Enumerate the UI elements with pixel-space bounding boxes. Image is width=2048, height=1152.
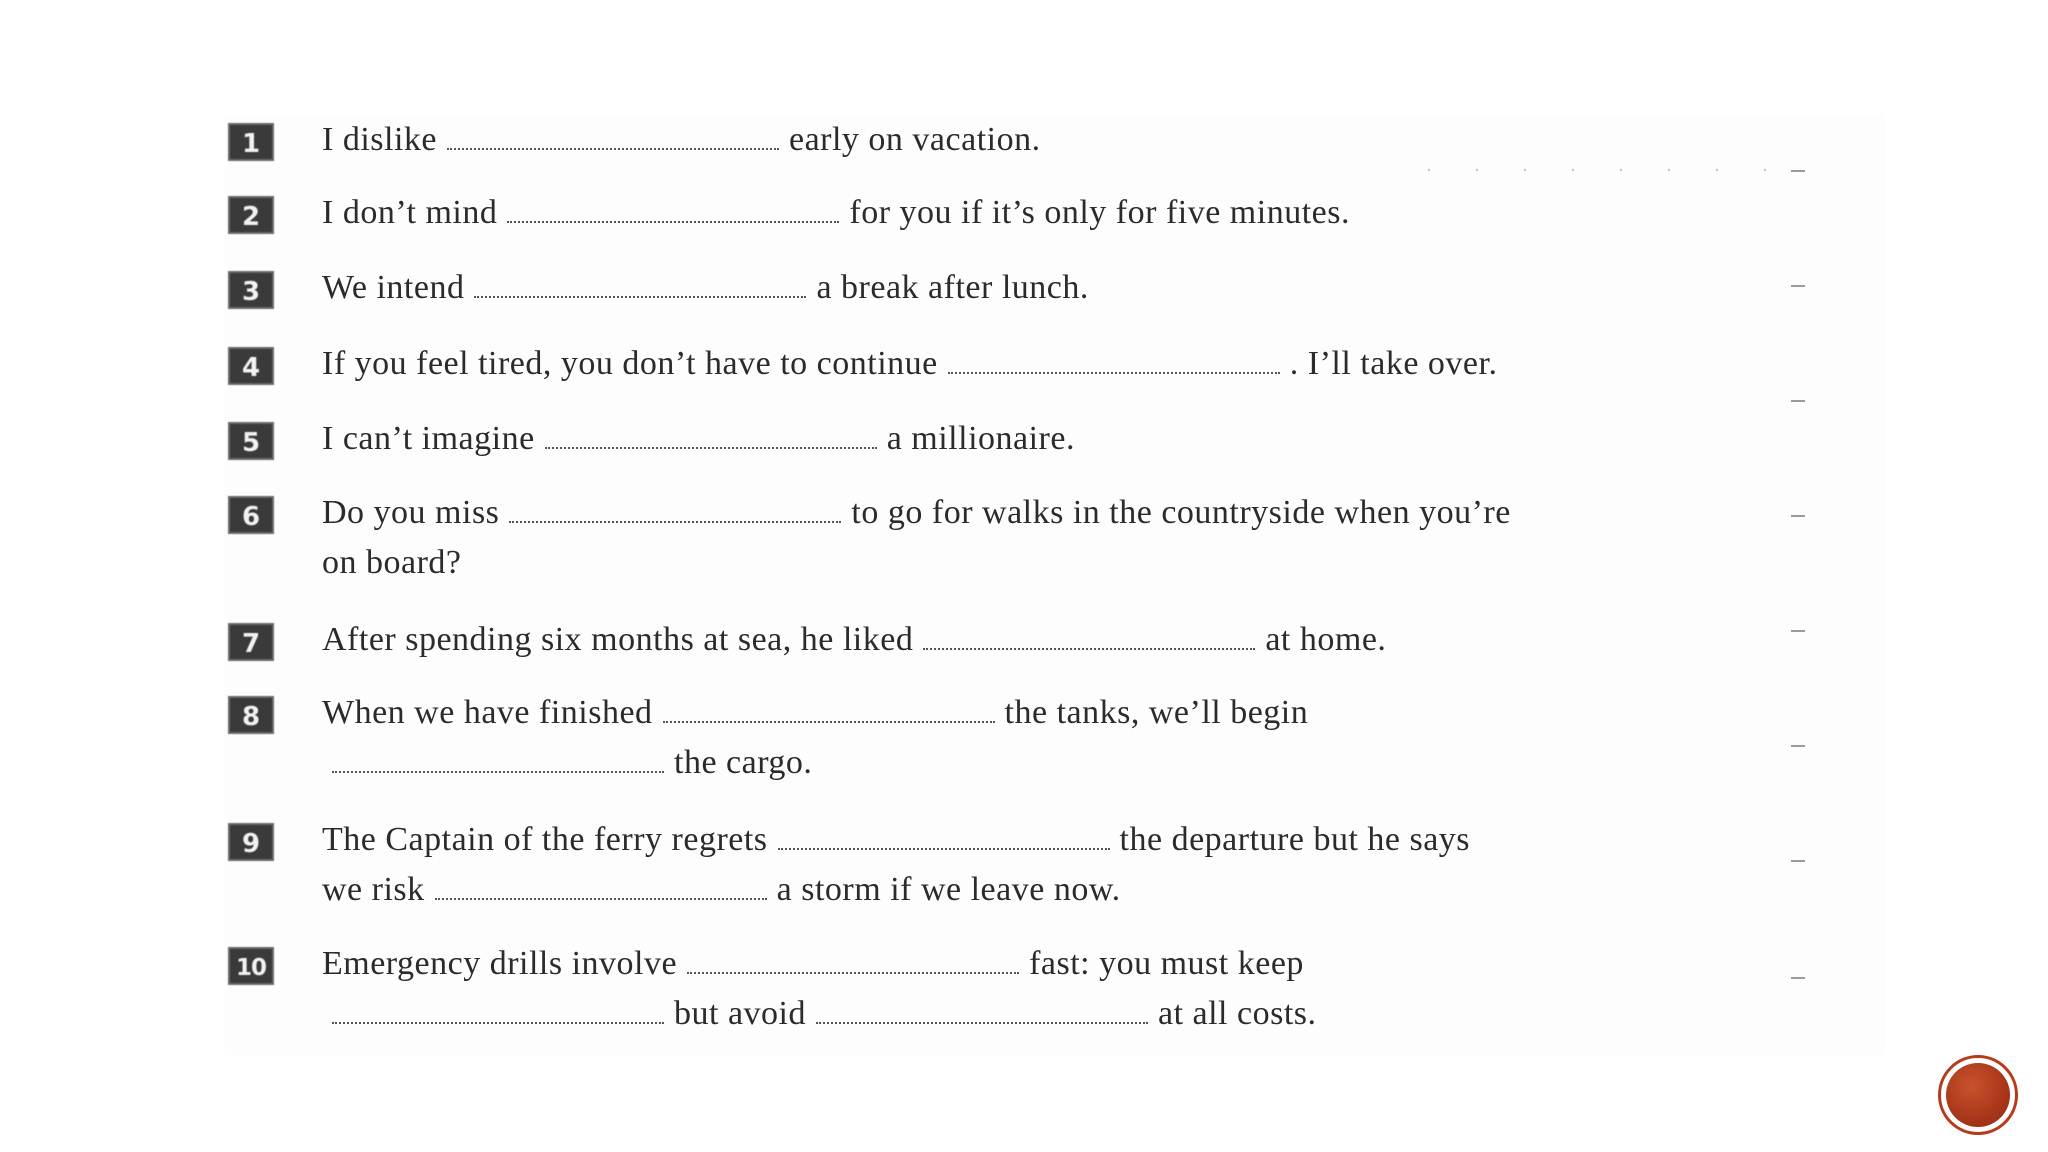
answer-blank[interactable] [435,886,767,900]
sentence-line [322,815,1470,865]
sentence-fragment: I dislike [322,121,437,158]
margin-mark [1791,515,1805,517]
answer-blank[interactable] [778,836,1110,850]
margin-mark [1791,977,1805,979]
sentence-fragment: Emergency drills involve [322,945,678,982]
margin-mark [1791,400,1805,402]
answer-blank[interactable] [816,1010,1148,1024]
answer-blank[interactable] [447,136,779,150]
sentence-line [322,115,1041,165]
sentence-line [322,488,1511,538]
item-number-badge: 3 [228,271,274,309]
item-number-badge: 9 [228,823,274,861]
sentence-line [322,339,1497,389]
item-number-badge: 2 [228,196,274,234]
margin-mark [1791,860,1805,862]
item-sentence [322,339,1497,389]
margin-mark [1791,170,1805,172]
answer-blank[interactable] [948,360,1280,374]
sentence-fragment: we risk [322,871,425,908]
item-number-badge: 7 [228,623,274,661]
sentence-fragment: a break after lunch. [816,269,1089,306]
item-sentence [322,115,1041,165]
item-sentence [322,615,1386,665]
sentence-fragment: the departure but he says [1119,821,1471,858]
sentence-fragment: I don’t mind [322,194,498,231]
sentence-line [322,865,1470,915]
sentence-fragment: The Captain of the ferry regrets [322,821,768,858]
item-sentence [322,688,1308,788]
sentence-fragment: fast: you must keep [1029,945,1304,982]
sentence-fragment: but avoid [674,995,806,1032]
answer-blank[interactable] [923,636,1255,650]
sentence-line [322,989,1317,1039]
sentence-line [322,688,1308,738]
sentence-fragment: When we have finished [322,694,653,731]
sentence-line [322,414,1075,464]
item-sentence [322,488,1511,588]
sentence-fragment: at home. [1265,621,1387,658]
sentence-line [322,615,1386,665]
margin-mark [1791,745,1805,747]
answer-blank[interactable] [509,509,841,523]
sentence-fragment: If you feel tired, you don’t have to continue [322,345,938,382]
sentence-fragment: the tanks, we’ll begin [1004,694,1309,731]
sentence-line [322,263,1089,313]
answer-blank[interactable] [507,209,839,223]
next-slide-icon [1946,1063,2010,1127]
item-number-badge: 4 [228,347,274,385]
sentence-fragment: . I’ll take over. [1289,345,1498,382]
sentence-line [322,538,1511,588]
margin-mark [1791,630,1805,632]
next-slide-button[interactable] [1938,1055,2018,1135]
sentence-line [322,738,1308,788]
item-number-badge: 6 [228,496,274,534]
answer-blank[interactable] [474,284,806,298]
sentence-fragment: We intend [322,269,465,306]
sentence-fragment: a storm if we leave now. [776,871,1121,908]
sentence-fragment: early on vacation. [788,121,1041,158]
item-sentence [322,414,1075,464]
answer-blank[interactable] [663,709,995,723]
sentence-fragment: on board? [322,544,462,581]
sentence-fragment: a millionaire. [886,420,1075,457]
answer-blank[interactable] [332,1010,664,1024]
answer-blank[interactable] [332,759,664,773]
item-sentence [322,188,1350,238]
item-sentence [322,815,1470,915]
item-sentence [322,263,1089,313]
scanned-worksheet [225,115,1885,1055]
sentence-fragment: Do you miss [322,494,500,531]
sentence-fragment: the cargo. [674,744,813,781]
sentence-fragment: I can’t imagine [322,420,535,457]
item-number-badge: 8 [228,696,274,734]
sentence-fragment: to go for walks in the countryside when you’re [851,494,1511,531]
item-number-badge: 10 [228,947,274,985]
gap-fill-exercise [225,115,1885,1055]
item-number-badge: 1 [228,123,274,161]
sentence-fragment: After spending six months at sea, he liked [322,621,914,658]
answer-blank[interactable] [545,435,877,449]
sentence-fragment: at all costs. [1157,995,1317,1032]
margin-mark [1791,285,1805,287]
item-sentence [322,939,1317,1039]
sentence-line [322,188,1350,238]
answer-blank[interactable] [687,960,1019,974]
sentence-line [322,939,1317,989]
item-number-badge: 5 [228,422,274,460]
sentence-fragment: for you if it’s only for five minutes. [849,194,1350,231]
